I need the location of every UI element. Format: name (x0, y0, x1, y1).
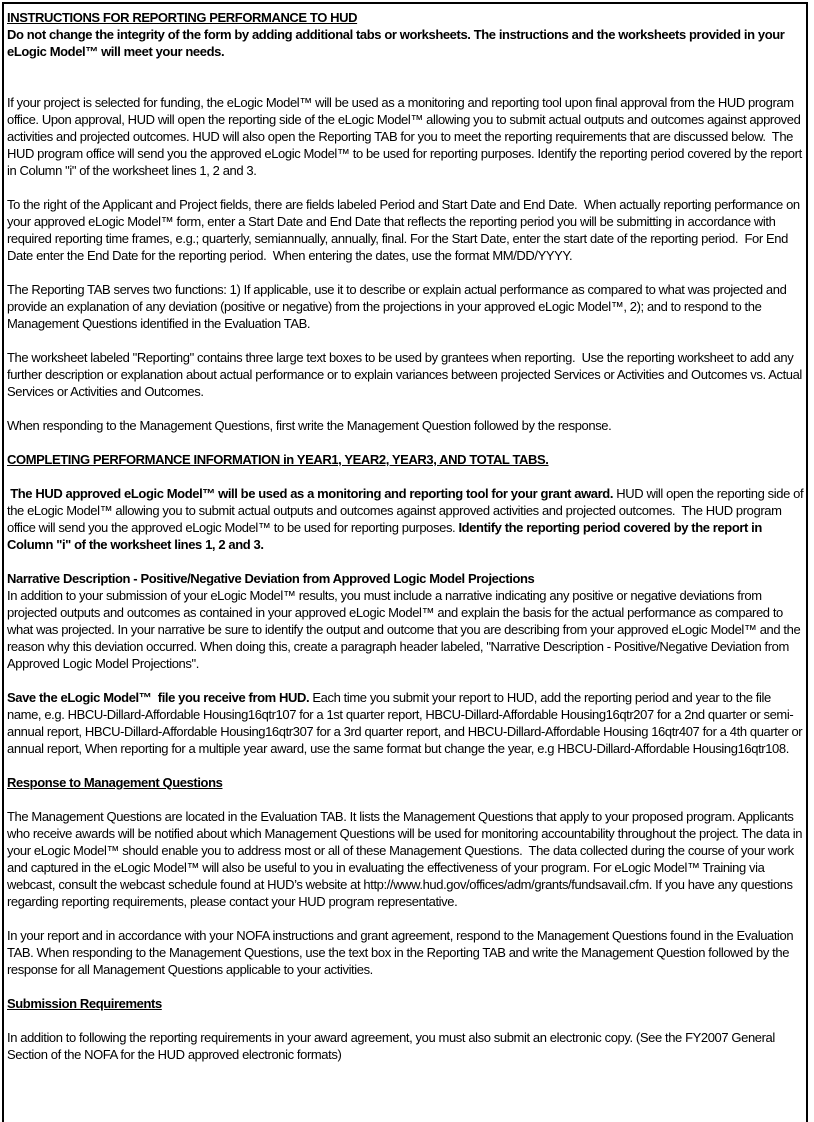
paragraph-management-question-order: When responding to the Management Questions, first write the Management Question followed by the response. (7, 418, 612, 433)
section-heading-completing-performance: COMPLETING PERFORMANCE INFORMATION in YEAR1, YEAR2, YEAR3, AND TOTAL TABS. (7, 452, 549, 467)
paragraph-reporting-worksheet: The worksheet labeled "Reporting" contains three large text boxes to be used by grantees when reporting. Use the reporting worksheet to add any further description or explanation about actual performance or to explain variances between projected Services or Activities and Outcomes vs. Actual Services or Activities and Outcomes. (7, 350, 806, 399)
section-heading-submission-requirements: Submission Requirements (7, 996, 162, 1011)
paragraph-management-questions-evaluation-tab: The Management Questions are located in the Evaluation TAB. It lists the Management Questions that apply to your proposed program. Applicants who receive awards will be notified about which Management Questions will be used for monitoring accountability throughout the project. The data in your eLogic Model™ should enable you to address most or all of these Management Questions. The data collected during the course of your work and captured in the eLogic Model™ will also be useful to you in evaluating the effectiveness of your program. For eLogic Model™ Training via webcast, consult the webcast schedule found at HUD’s website at http://www.hud.gov/offices/adm/grants/fundsavail.cfm. If you have any questions regarding reporting requirements, please contact your HUD program representative. (7, 809, 806, 909)
paragraph-reporting-tab-functions: The Reporting TAB serves two functions: 1) If applicable, use it to describe or explain actual performance as compared to what was projected and provide an explanation of any deviation (positive or negative) from the projections in your approved eLogic Model™, 2); and to respond to the Management Questions identified in the Evaluation TAB. (7, 282, 790, 331)
section-heading-response-management-questions: Response to Management Questions (7, 775, 223, 790)
text-run: HUD will open the reporting side of the eLogic Model™ allowing you to submit actual outputs and outcomes against approved activities and projected outcomes. The HUD program office will send you the approved eLogic Model™ to be used for reporting purposes. (7, 486, 807, 535)
paragraph-funding-approval: If your project is selected for funding, the eLogic Model™ will be used as a monitoring and reporting tool upon final approval from the HUD program office. Upon approval, HUD will open the reporting side of the eLogic Model™ allowing you to submit actual outputs and outcomes against approved activities and projected outcomes. HUD will also open the Reporting TAB for you to meet the reporting requirements that are discussed below. The HUD program office will send you the approved eLogic Model™ to be used for reporting purposes. Identify the reporting period covered by the report in Column "i" of the worksheet lines 1, 2 and 3. (7, 95, 806, 178)
paragraph-save-file-naming (7, 689, 804, 757)
bold-run: The HUD approved eLogic Model™ will be used as a monitoring and reporting tool for your grant award. (7, 486, 614, 501)
bold-run: Save the eLogic Model™ file you receive from HUD. (7, 690, 310, 705)
subheading-narrative-description: Narrative Description - Positive/Negative Deviation from Approved Logic Model Projections (7, 571, 535, 586)
document-page (2, 2, 808, 1122)
integrity-warning: Do not change the integrity of the form by adding additional tabs or worksheets. The instructions and the worksheets provided in your eLogic Model™ will meet your needs. (7, 27, 788, 59)
text-run: Each time you submit your report to HUD, add the reporting period and year to the file name, e.g. HBCU-Dillard-Affordable Housing16qtr107 for a 1st quarter report, HBCU-Dillard-Affordable Housing16qtr207 for a 2nd quarter or semi-annual report, HBCU-Dillard-Affordable Housing16qtr307 for a 3rd quarter report, and HBCU-Dillard-Affordable Housing 16qtr407 for a 4th quarter or annual report, When reporting for a multiple year award, use the same format but change the year, e.g HBCU-Dillard-Affordable Housing16qtr108. (7, 690, 806, 756)
doc-title: INSTRUCTIONS FOR REPORTING PERFORMANCE TO HUD (7, 10, 358, 25)
paragraph-hud-approved-model (7, 485, 807, 553)
paragraph-report-nofa-grant-agreement: In your report and in accordance with your NOFA instructions and grant agreement, respond to the Management Questions found in the Evaluation TAB. When responding to the Management Questions, use the text box in the Reporting TAB and write the Management Question followed by the response for all Management Questions applicable to your activities. (7, 928, 797, 977)
paragraph-narrative-description: In addition to your submission of your eLogic Model™ results, you must include a narrative indicating any positive or negative deviations from projected outputs and outcomes as contained in your approved eLogic Model™ and explain the basis for the actual performance as compared to what was projected. In your narrative be sure to identify the output and outcome that you are describing from your approved eLogic Model™ and the reason why this deviation occurred. When doing this, create a paragraph header labeled, "Narrative Description - Positive/Negative Deviation from Approved Logic Model Projections". (7, 588, 804, 671)
paragraph-electronic-copy: In addition to following the reporting requirements in your award agreement, you must also submit an electronic copy. (See the FY2007 General Section of the NOFA for the HUD approved electronic formats) (7, 1030, 779, 1062)
bold-run: Identify the reporting period covered by the report in Column "i" of the worksheet lines 1, 2 and 3. (7, 520, 766, 552)
paragraph-period-start-end-dates: To the right of the Applicant and Project fields, there are fields labeled Period and Start Date and End Date. When actually reporting performance on your approved eLogic Model™ form, enter a Start Date and End Date that reflects the reporting period you will be submitting in accordance with required reporting time frames, e.g.; quarterly, semiannually, annually, final. For the Start Date, enter the start date of the reporting period. For End Date enter the End Date for the reporting period. When entering the dates, use the format MM/DD/YYYY. (7, 197, 803, 263)
